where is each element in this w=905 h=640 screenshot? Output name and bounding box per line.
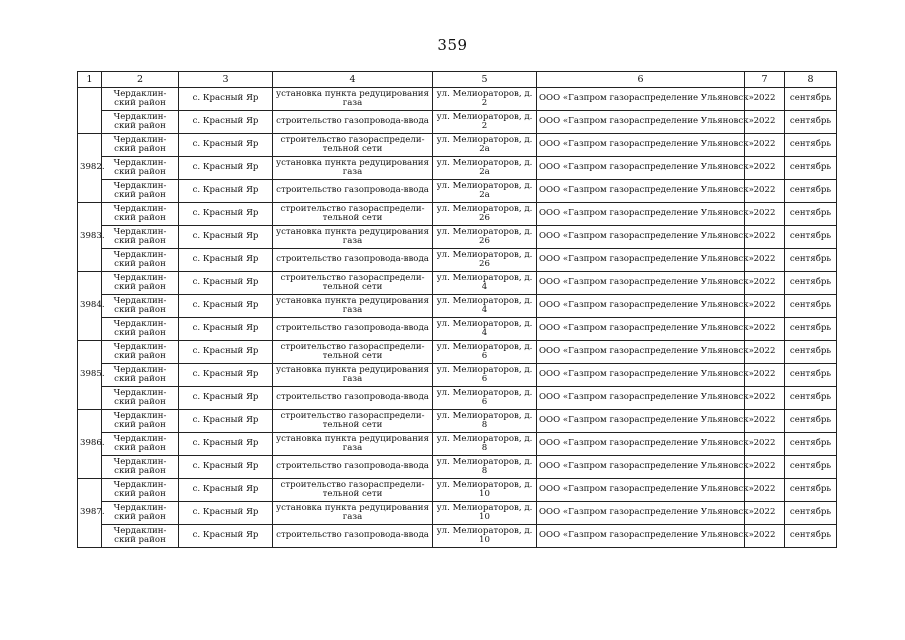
village-cell: с. Красный Яр <box>179 134 273 157</box>
year-cell: 2022 <box>745 249 785 272</box>
organization-cell: ООО «Газпром газораспределение Ульяновск» <box>537 249 745 272</box>
district-cell: Чердаклин-ский район <box>102 479 179 502</box>
district-cell: Чердаклин-ский район <box>102 180 179 203</box>
table-row <box>78 157 837 180</box>
organization-cell: ООО «Газпром газораспределение Ульяновск» <box>537 479 745 502</box>
month-cell: сентябрь <box>785 249 837 272</box>
district-cell: Чердаклин-ский район <box>102 295 179 318</box>
village-cell: с. Красный Яр <box>179 318 273 341</box>
address-cell: ул. Мелиораторов, д. 6 <box>433 364 537 387</box>
organization-cell: ООО «Газпром газораспределение Ульяновск» <box>537 157 745 180</box>
village-cell: с. Красный Яр <box>179 249 273 272</box>
organization-cell: ООО «Газпром газораспределение Ульяновск» <box>537 502 745 525</box>
record-number: 3983. <box>78 203 102 272</box>
district-cell: Чердаклин-ский район <box>102 111 179 134</box>
organization-cell: ООО «Газпром газораспределение Ульяновск» <box>537 226 745 249</box>
village-cell: с. Красный Яр <box>179 157 273 180</box>
col-header: 5 <box>433 72 537 88</box>
year-cell: 2022 <box>745 341 785 364</box>
page-number: 359 <box>437 36 468 54</box>
organization-cell: ООО «Газпром газораспределение Ульяновск» <box>537 433 745 456</box>
address-cell: ул. Мелиораторов, д. 8 <box>433 410 537 433</box>
village-cell: с. Красный Яр <box>179 180 273 203</box>
month-cell: сентябрь <box>785 295 837 318</box>
table-row <box>78 479 837 502</box>
table-row <box>78 111 837 134</box>
month-cell: сентябрь <box>785 134 837 157</box>
organization-cell: ООО «Газпром газораспределение Ульяновск» <box>537 180 745 203</box>
year-cell: 2022 <box>745 456 785 479</box>
organization-cell: ООО «Газпром газораспределение Ульяновск» <box>537 203 745 226</box>
village-cell: с. Красный Яр <box>179 387 273 410</box>
village-cell: с. Красный Яр <box>179 433 273 456</box>
village-cell: с. Красный Яр <box>179 479 273 502</box>
address-cell: ул. Мелиораторов, д. 26 <box>433 226 537 249</box>
month-cell: сентябрь <box>785 203 837 226</box>
district-cell: Чердаклин-ский район <box>102 502 179 525</box>
year-cell: 2022 <box>745 272 785 295</box>
work-cell: установка пункта редуцирования газа <box>273 295 433 318</box>
work-cell: установка пункта редуцирования газа <box>273 364 433 387</box>
address-cell: ул. Мелиораторов, д. 4 <box>433 295 537 318</box>
month-cell: сентябрь <box>785 341 837 364</box>
year-cell: 2022 <box>745 180 785 203</box>
month-cell: сентябрь <box>785 157 837 180</box>
address-cell: ул. Мелиораторов, д. 10 <box>433 479 537 502</box>
col-header: 6 <box>537 72 745 88</box>
district-cell: Чердаклин-ский район <box>102 364 179 387</box>
year-cell: 2022 <box>745 364 785 387</box>
village-cell: с. Красный Яр <box>179 502 273 525</box>
table-row <box>78 295 837 318</box>
year-cell: 2022 <box>745 433 785 456</box>
month-cell: сентябрь <box>785 410 837 433</box>
address-cell: ул. Мелиораторов, д. 4 <box>433 272 537 295</box>
address-cell: ул. Мелиораторов, д. 26 <box>433 249 537 272</box>
district-cell: Чердаклин-ский район <box>102 226 179 249</box>
address-cell: ул. Мелиораторов, д. 8 <box>433 433 537 456</box>
header-row <box>78 72 837 88</box>
table-row <box>78 203 837 226</box>
table-row <box>78 502 837 525</box>
table-row <box>78 134 837 157</box>
col-header: 8 <box>785 72 837 88</box>
address-cell: ул. Мелиораторов, д. 2 <box>433 88 537 111</box>
work-cell: строительство газораспредели-тельной сети <box>273 341 433 364</box>
district-cell: Чердаклин-ский район <box>102 203 179 226</box>
year-cell: 2022 <box>745 226 785 249</box>
table-row <box>78 226 837 249</box>
work-cell: установка пункта редуцирования газа <box>273 433 433 456</box>
address-cell: ул. Мелиораторов, д. 4 <box>433 318 537 341</box>
month-cell: сентябрь <box>785 479 837 502</box>
month-cell: сентябрь <box>785 456 837 479</box>
district-cell: Чердаклин-ский район <box>102 433 179 456</box>
village-cell: с. Красный Яр <box>179 410 273 433</box>
registry-table <box>77 71 837 548</box>
work-cell: строительство газопровода-ввода <box>273 525 433 548</box>
address-cell: ул. Мелиораторов, д. 10 <box>433 525 537 548</box>
month-cell: сентябрь <box>785 226 837 249</box>
work-cell: строительство газораспредели-тельной сети <box>273 203 433 226</box>
village-cell: с. Красный Яр <box>179 364 273 387</box>
address-cell: ул. Мелиораторов, д. 2а <box>433 157 537 180</box>
work-cell: строительство газопровода-ввода <box>273 249 433 272</box>
organization-cell: ООО «Газпром газораспределение Ульяновск» <box>537 364 745 387</box>
district-cell: Чердаклин-ский район <box>102 134 179 157</box>
organization-cell: ООО «Газпром газораспределение Ульяновск» <box>537 318 745 341</box>
work-cell: строительство газопровода-ввода <box>273 111 433 134</box>
month-cell: сентябрь <box>785 88 837 111</box>
village-cell: с. Красный Яр <box>179 111 273 134</box>
address-cell: ул. Мелиораторов, д. 6 <box>433 341 537 364</box>
table-row <box>78 433 837 456</box>
organization-cell: ООО «Газпром газораспределение Ульяновск» <box>537 295 745 318</box>
year-cell: 2022 <box>745 525 785 548</box>
month-cell: сентябрь <box>785 180 837 203</box>
table-body <box>78 88 837 548</box>
village-cell: с. Красный Яр <box>179 203 273 226</box>
organization-cell: ООО «Газпром газораспределение Ульяновск» <box>537 456 745 479</box>
year-cell: 2022 <box>745 479 785 502</box>
district-cell: Чердаклин-ский район <box>102 157 179 180</box>
work-cell: строительство газопровода-ввода <box>273 318 433 341</box>
work-cell: строительство газораспредели-тельной сети <box>273 134 433 157</box>
record-number: 3982. <box>78 134 102 203</box>
village-cell: с. Красный Яр <box>179 272 273 295</box>
village-cell: с. Красный Яр <box>179 525 273 548</box>
month-cell: сентябрь <box>785 272 837 295</box>
district-cell: Чердаклин-ский район <box>102 249 179 272</box>
table-row <box>78 525 837 548</box>
address-cell: ул. Мелиораторов, д. 6 <box>433 387 537 410</box>
record-number: 3986. <box>78 410 102 479</box>
address-cell: ул. Мелиораторов, д. 8 <box>433 456 537 479</box>
organization-cell: ООО «Газпром газораспределение Ульяновск» <box>537 88 745 111</box>
year-cell: 2022 <box>745 88 785 111</box>
district-cell: Чердаклин-ский район <box>102 341 179 364</box>
work-cell: строительство газораспредели-тельной сети <box>273 479 433 502</box>
district-cell: Чердаклин-ский район <box>102 88 179 111</box>
table-row <box>78 341 837 364</box>
col-header: 2 <box>102 72 179 88</box>
month-cell: сентябрь <box>785 525 837 548</box>
organization-cell: ООО «Газпром газораспределение Ульяновск» <box>537 134 745 157</box>
table-row <box>78 180 837 203</box>
month-cell: сентябрь <box>785 364 837 387</box>
col-header: 7 <box>745 72 785 88</box>
address-cell: ул. Мелиораторов, д. 10 <box>433 502 537 525</box>
district-cell: Чердаклин-ский район <box>102 410 179 433</box>
year-cell: 2022 <box>745 111 785 134</box>
district-cell: Чердаклин-ский район <box>102 318 179 341</box>
district-cell: Чердаклин-ский район <box>102 525 179 548</box>
table-row <box>78 387 837 410</box>
record-number: 3987. <box>78 479 102 548</box>
work-cell: строительство газораспредели-тельной сети <box>273 410 433 433</box>
village-cell: с. Красный Яр <box>179 226 273 249</box>
col-header: 1 <box>78 72 102 88</box>
organization-cell: ООО «Газпром газораспределение Ульяновск» <box>537 111 745 134</box>
work-cell: установка пункта редуцирования газа <box>273 157 433 180</box>
month-cell: сентябрь <box>785 318 837 341</box>
record-number: 3985. <box>78 341 102 410</box>
village-cell: с. Красный Яр <box>179 295 273 318</box>
month-cell: сентябрь <box>785 502 837 525</box>
organization-cell: ООО «Газпром газораспределение Ульяновск» <box>537 410 745 433</box>
record-number: 3984. <box>78 272 102 341</box>
organization-cell: ООО «Газпром газораспределение Ульяновск» <box>537 525 745 548</box>
district-cell: Чердаклин-ский район <box>102 456 179 479</box>
month-cell: сентябрь <box>785 433 837 456</box>
village-cell: с. Красный Яр <box>179 341 273 364</box>
organization-cell: ООО «Газпром газораспределение Ульяновск» <box>537 341 745 364</box>
work-cell: строительство газопровода-ввода <box>273 387 433 410</box>
work-cell: строительство газопровода-ввода <box>273 456 433 479</box>
year-cell: 2022 <box>745 410 785 433</box>
address-cell: ул. Мелиораторов, д. 2а <box>433 134 537 157</box>
col-header: 4 <box>273 72 433 88</box>
address-cell: ул. Мелиораторов, д. 2 <box>433 111 537 134</box>
year-cell: 2022 <box>745 157 785 180</box>
address-cell: ул. Мелиораторов, д. 2а <box>433 180 537 203</box>
work-cell: установка пункта редуцирования газа <box>273 226 433 249</box>
work-cell: строительство газораспредели-тельной сети <box>273 272 433 295</box>
year-cell: 2022 <box>745 203 785 226</box>
table-row <box>78 456 837 479</box>
district-cell: Чердаклин-ский район <box>102 387 179 410</box>
year-cell: 2022 <box>745 502 785 525</box>
table-row <box>78 318 837 341</box>
year-cell: 2022 <box>745 134 785 157</box>
table-row <box>78 249 837 272</box>
organization-cell: ООО «Газпром газораспределение Ульяновск» <box>537 387 745 410</box>
year-cell: 2022 <box>745 387 785 410</box>
year-cell: 2022 <box>745 295 785 318</box>
table-row <box>78 410 837 433</box>
month-cell: сентябрь <box>785 111 837 134</box>
organization-cell: ООО «Газпром газораспределение Ульяновск» <box>537 272 745 295</box>
table-row <box>78 272 837 295</box>
work-cell: строительство газопровода-ввода <box>273 180 433 203</box>
village-cell: с. Красный Яр <box>179 456 273 479</box>
year-cell: 2022 <box>745 318 785 341</box>
work-cell: установка пункта редуцирования газа <box>273 88 433 111</box>
month-cell: сентябрь <box>785 387 837 410</box>
work-cell: установка пункта редуцирования газа <box>273 502 433 525</box>
col-header: 3 <box>179 72 273 88</box>
village-cell: с. Красный Яр <box>179 88 273 111</box>
table-row <box>78 88 837 111</box>
record-number <box>78 88 102 134</box>
address-cell: ул. Мелиораторов, д. 26 <box>433 203 537 226</box>
table-row <box>78 364 837 387</box>
district-cell: Чердаклин-ский район <box>102 272 179 295</box>
